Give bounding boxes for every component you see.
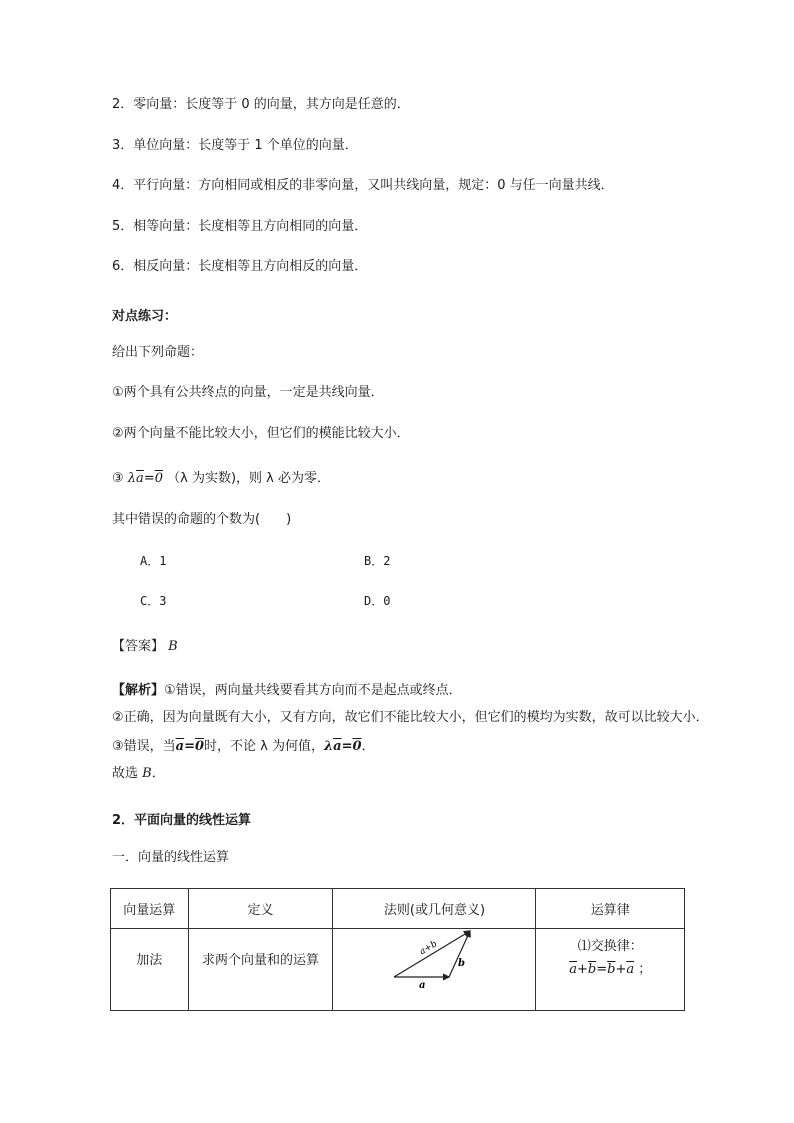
vector-a: $\overline{a}$ (626, 962, 635, 977)
equals-sign: = (341, 739, 353, 754)
plus-sign: + (615, 962, 627, 977)
explanation-3-end: ． (361, 739, 375, 754)
lambda-symbol: λ (127, 471, 137, 486)
cell-operation: 加法 (111, 929, 189, 1011)
law-title: ⑴交换律： (577, 939, 643, 954)
definition-unit-vector: 3．单位向量：长度等于 1 个单位的向量． (112, 138, 358, 153)
zero-vector: 0 (352, 739, 362, 754)
header-definition: 定义 (188, 889, 333, 929)
explanation-line-2: ②正确，因为向量既有大小，又有方向，故它们不能比较大小，但它们的模均为实数，故可以比较大小． (112, 710, 709, 725)
vector-operations-table (110, 888, 685, 1011)
vector-b: $\overline{b}$ (607, 962, 616, 977)
proposition-3-number: ③ (112, 471, 124, 486)
cell-law (536, 929, 685, 1011)
vector-sum-arrow (394, 931, 470, 977)
header-law: 运算律 (536, 889, 685, 929)
conclusion-end: ． (151, 766, 165, 781)
explanation-3-mid: 时，不论 λ 为何值， (204, 739, 325, 754)
definition-zero-vector: 2．零向量：长度等于 0 的向量，其方向是任意的． (112, 97, 410, 112)
option-b[interactable]: B．2 (364, 554, 391, 568)
section-subtitle: 一．向量的线性运算 (112, 850, 230, 865)
explanation-text-1: ①错误，两向量共线要看其方向而不是起点或终点． (164, 683, 462, 698)
law-formula (537, 958, 683, 977)
zero-vector: 0 (195, 739, 205, 754)
lambda-symbol: λ (324, 739, 334, 754)
cell-definition: 求两个向量和的运算 (188, 929, 333, 1011)
option-a[interactable]: A．1 (140, 554, 167, 568)
proposition-3-note: （λ 为实数)，则 λ 必为零． (167, 471, 330, 486)
explanation-line-3 (112, 738, 375, 756)
triangle-rule-diagram (334, 929, 534, 1009)
explanation-line-1 (112, 682, 462, 700)
option-d[interactable]: D．0 (364, 594, 391, 608)
vector-a: $\overline{a}$ (175, 739, 185, 754)
header-rule: 法则(或几何意义) (333, 889, 536, 929)
table-row (111, 929, 685, 1011)
definition-opposite-vector: 6．相反向量：长度相等且方向相反的向量． (112, 259, 368, 274)
zero-vector: 0 (154, 471, 163, 486)
definition-parallel-vector: 4．平行向量：方向相同或相反的非零向量，又叫共线向量，规定：0 与任一向量共线． (112, 178, 614, 193)
conclusion-prefix: 故选 (112, 766, 143, 781)
conclusion-value: B (142, 766, 152, 781)
section-title: 2．平面向量的线性运算 (112, 813, 252, 828)
explanation-3-prefix: ③错误，当 (112, 739, 176, 754)
table-header-row (111, 889, 685, 929)
label-b: b (458, 958, 466, 969)
practice-intro: 给出下列命题： (112, 345, 204, 360)
label-sum: a+b (418, 939, 440, 958)
header-operation: 向量运算 (111, 889, 189, 929)
label-a: a (419, 980, 426, 991)
answer-value: B (168, 639, 178, 654)
semicolon: ； (638, 962, 652, 977)
equals-sign: = (143, 471, 155, 486)
question-text: 其中错误的命题的个数为( ) (112, 512, 292, 527)
conclusion-line (112, 765, 165, 783)
practice-heading: 对点练习： (112, 309, 178, 324)
vector-a: $\overline{a}$ (569, 962, 577, 977)
vector-a: $\overline{a}$ (136, 471, 144, 486)
option-c[interactable]: C．3 (140, 594, 167, 608)
answer-label: 【答案】 (112, 639, 165, 654)
proposition-1: ①两个具有公共终点的向量，一定是共线向量． (112, 385, 384, 400)
vector-a: $\overline{a}$ (333, 739, 342, 754)
explanation-label: 【解析】 (112, 683, 165, 698)
proposition-2: ②两个向量不能比较大小，但它们的模能比较大小． (112, 426, 410, 441)
cell-rule (333, 929, 536, 1011)
equals-sign: = (596, 962, 608, 977)
definition-equal-vector: 5．相等向量：长度相等且方向相同的向量． (112, 219, 368, 234)
proposition-3 (112, 470, 330, 488)
plus-sign: + (576, 962, 588, 977)
vector-b: $\overline{b}$ (587, 962, 597, 977)
equals-sign: = (184, 739, 195, 754)
answer-line (112, 638, 178, 656)
